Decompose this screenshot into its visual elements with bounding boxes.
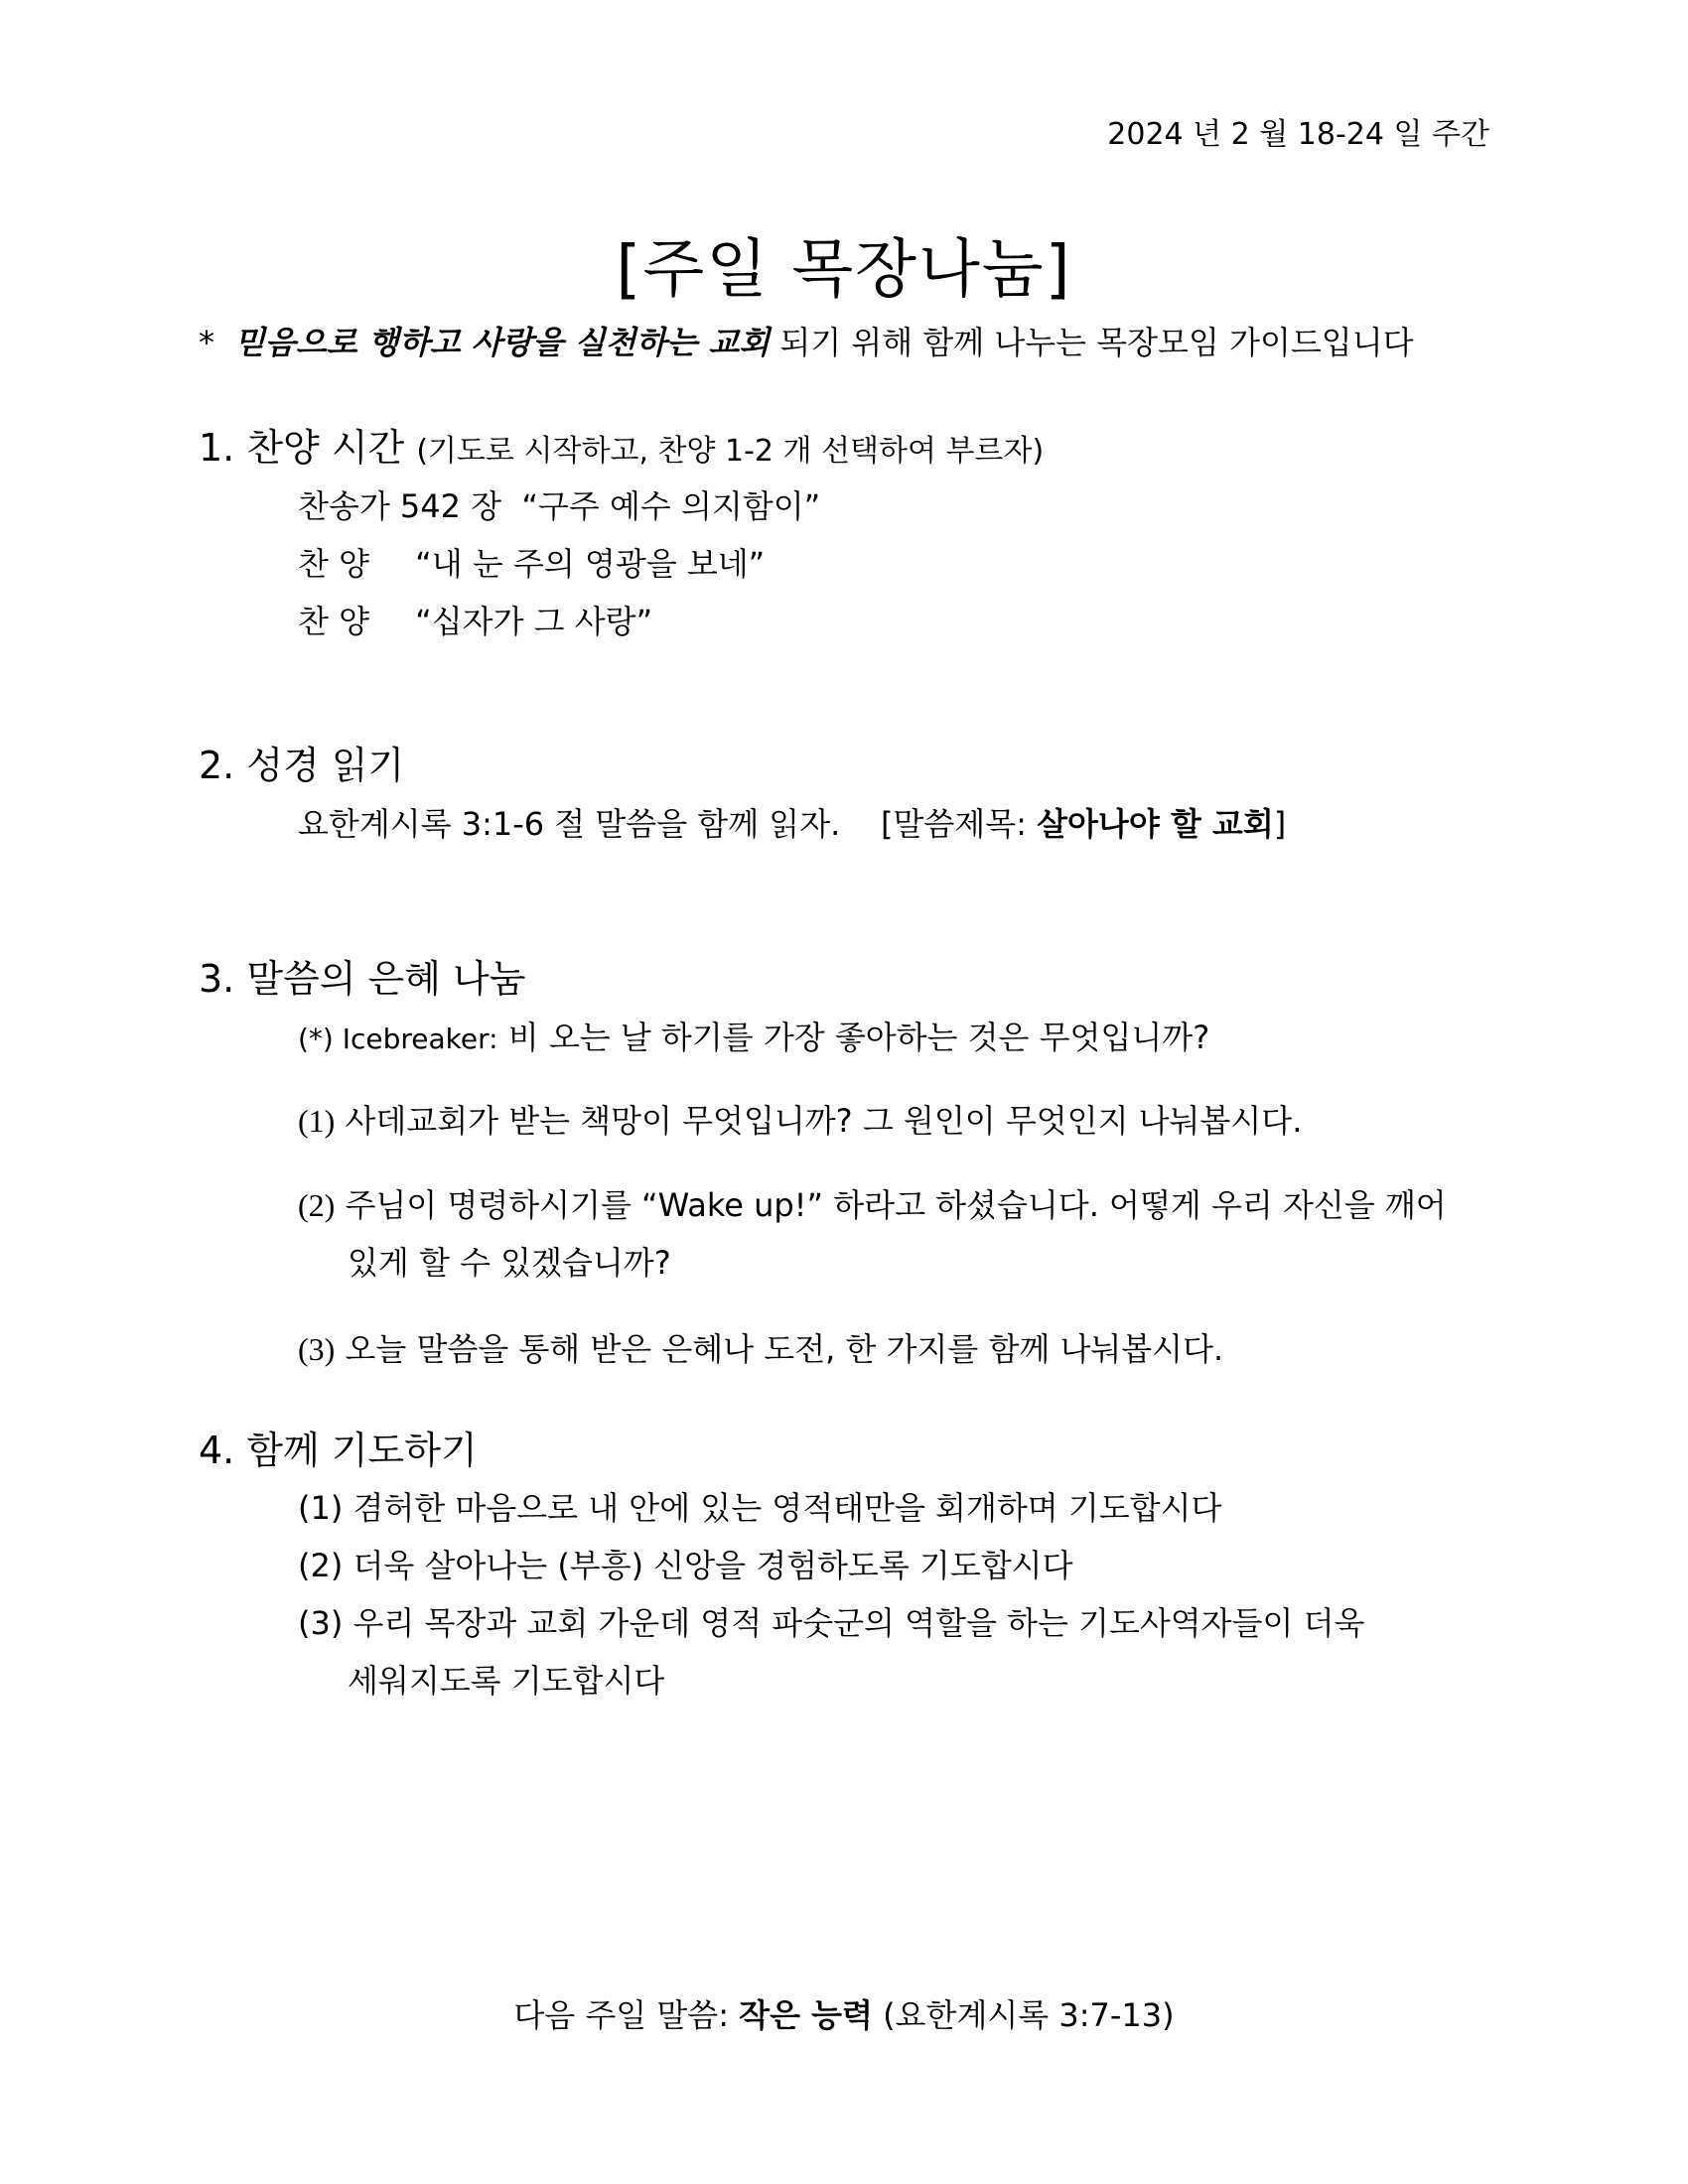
prayer-number: (2) (298, 1547, 344, 1584)
question-text: 주님이 명령하시기를 “Wake up!” 하라고 하셨습니다. 어떻게 우리 자신을 깨어 (345, 1186, 1447, 1224)
question-text: 오늘 말씀을 통해 받은 은혜나 도전, 한 가지를 함께 나눠봅시다. (345, 1330, 1224, 1368)
question-text-continued: 있게 할 수 있겠습니까? (348, 1244, 671, 1282)
prayer-text-continued: 세워지도록 기도합시다 (348, 1662, 665, 1700)
question-number: (1) (298, 1103, 336, 1139)
prayer-text: 겸허한 마음으로 내 안에 있는 영적태만을 회개하며 기도합시다 (352, 1489, 1222, 1527)
reading-line (298, 799, 1286, 845)
song-item (298, 597, 652, 642)
sermon-title: 살아나야 할 교회 (1037, 805, 1274, 843)
prayer-number: (3) (298, 1604, 344, 1642)
intro-text: 되기 위해 함께 나누는 목장모임 가이드입니다 (779, 324, 1414, 361)
section-1-title: 1. 찬양 시간 (199, 426, 405, 470)
church-motto: 믿음으로 행하고 사랑을 실천하는 교회 (234, 324, 771, 361)
icebreaker-label: (*) Icebreaker: (298, 1023, 498, 1055)
prayer-item (298, 1479, 1519, 1537)
song-label: 찬 양 (298, 603, 369, 640)
prayer-item (298, 1594, 1519, 1709)
prayer-item (298, 1537, 1519, 1594)
question-number: (2) (298, 1187, 336, 1223)
next-sermon-label: 다음 주일 말씀: (513, 1996, 729, 2034)
section-4-heading: 4. 함께 기도하기 (199, 1429, 478, 1472)
page-title: [주일 목장나눔] (616, 233, 1072, 307)
reading-text: 요한계시록 3:1-6 절 말씀을 함께 읽자. (298, 805, 841, 843)
question-text: 사데교회가 받는 책망이 무엇입니까? 그 원인이 무엇인지 나눠봅시다. (345, 1102, 1303, 1140)
section-3-heading: 3. 말씀의 은혜 나눔 (199, 957, 526, 1001)
intro-line (199, 318, 1414, 363)
section-1-note: (기도로 시작하고, 찬양 1-2 개 선택하여 부르자) (416, 434, 1045, 469)
song-label: 찬송가 542 장 (298, 487, 502, 525)
next-sermon-reference: (요한계시록 3:7-13) (883, 1996, 1175, 2034)
song-title: “십자가 그 사랑” (415, 603, 653, 640)
icebreaker-line (298, 1013, 1209, 1058)
next-sermon (0, 1990, 1688, 2036)
asterisk: * (199, 324, 214, 361)
song-item (298, 481, 820, 527)
prayer-text: 우리 목장과 교회 가운데 영적 파숫군의 역할을 하는 기도사역자들이 더욱 (352, 1604, 1365, 1642)
prayer-number: (1) (298, 1489, 344, 1527)
sermon-prefix: [말씀제목: (880, 805, 1027, 843)
question-item (298, 1320, 1519, 1378)
prayer-text: 더욱 살아나는 (부흥) 신앙을 경험하도록 기도합시다 (352, 1547, 1073, 1584)
song-title: “내 눈 주의 영광을 보네” (415, 545, 766, 583)
question-number: (3) (298, 1331, 336, 1367)
question-item (298, 1092, 1519, 1150)
next-sermon-title: 작은 능력 (739, 1996, 873, 2034)
icebreaker-text: 비 오는 날 하기를 가장 좋아하는 것은 무엇입니까? (507, 1019, 1210, 1056)
song-label: 찬 양 (298, 545, 369, 583)
section-1-heading (199, 417, 1044, 472)
sermon-suffix: ] (1273, 805, 1287, 843)
question-item (298, 1176, 1519, 1292)
section-2-heading: 2. 성경 읽기 (199, 744, 405, 787)
week-date: 2024 년 2 월 18-24 일 주간 (1107, 117, 1489, 152)
song-item (298, 539, 765, 585)
song-title: “구주 예수 의지함이” (521, 487, 821, 525)
